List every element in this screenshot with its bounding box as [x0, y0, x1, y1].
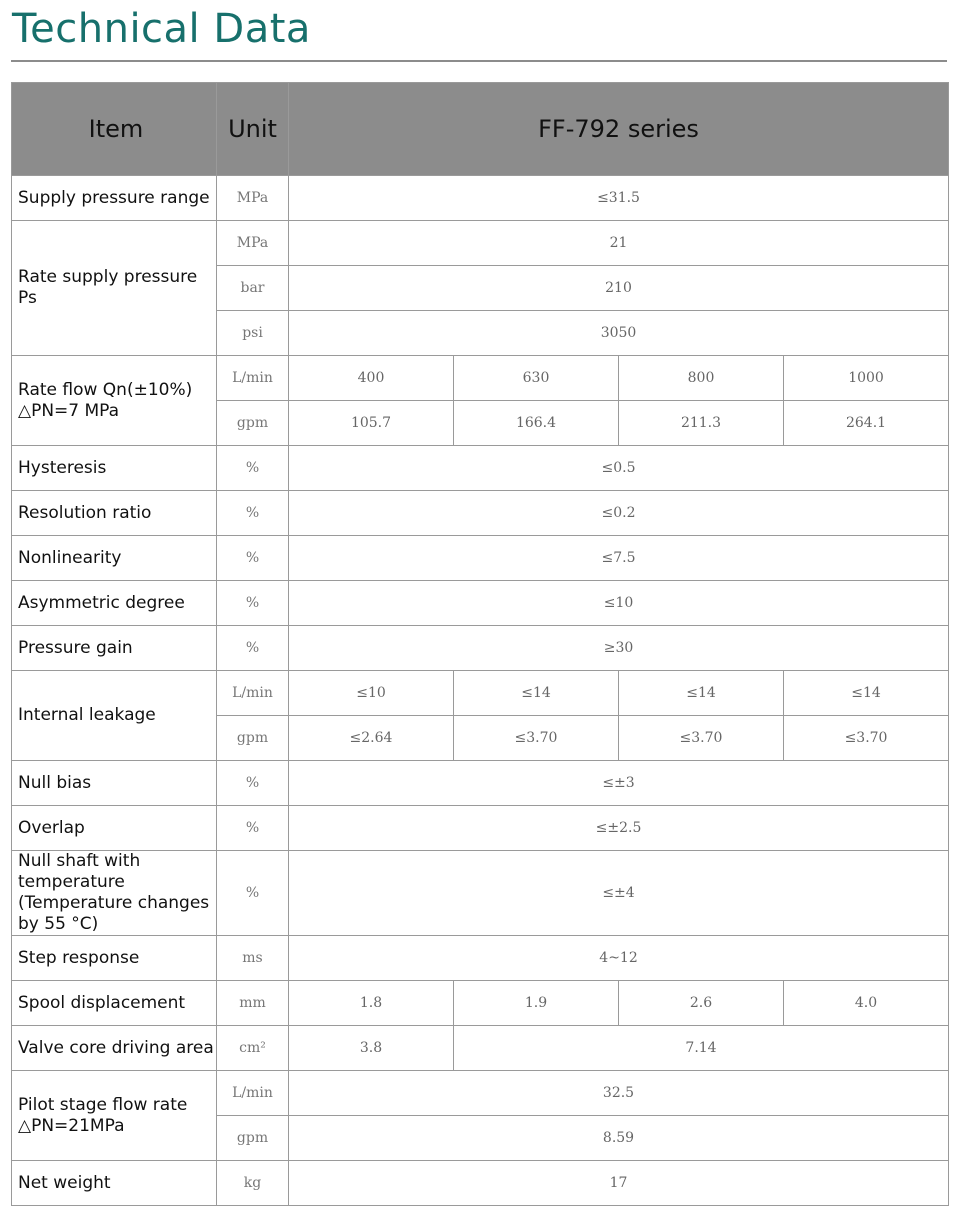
page-title: Technical Data	[12, 6, 311, 52]
row-value: 32.5	[289, 1071, 949, 1116]
row-unit: %	[217, 536, 289, 581]
row-value: 400	[289, 356, 454, 401]
table-row	[12, 221, 949, 266]
row-value: 2.6	[619, 981, 784, 1026]
row-unit: MPa	[217, 221, 289, 266]
row-unit: %	[217, 626, 289, 671]
row-value: ≤0.5	[289, 446, 949, 491]
row-value: ≤3.70	[454, 716, 619, 761]
row-value: ≤7.5	[289, 536, 949, 581]
row-label: Null shaft with temperature (Temperature changes by 55 °C)	[12, 851, 217, 936]
row-label: Pilot stage flow rate △PN=21MPa	[12, 1071, 217, 1161]
row-unit: gpm	[217, 1116, 289, 1161]
row-value: 3050	[289, 311, 949, 356]
row-value: 21	[289, 221, 949, 266]
row-label: Spool displacement	[12, 981, 217, 1026]
row-value: 630	[454, 356, 619, 401]
row-unit: bar	[217, 266, 289, 311]
row-value: 17	[289, 1161, 949, 1206]
row-value: 7.14	[454, 1026, 949, 1071]
header-item: Item	[12, 83, 217, 176]
row-value: 4.0	[784, 981, 949, 1026]
table-row	[12, 981, 949, 1026]
row-value: 8.59	[289, 1116, 949, 1161]
table-row	[12, 671, 949, 716]
row-label: Pressure gain	[12, 626, 217, 671]
row-label: Valve core driving area	[12, 1026, 217, 1071]
row-value: 166.4	[454, 401, 619, 446]
table-row	[12, 1071, 949, 1116]
table-row	[12, 936, 949, 981]
row-value: ≤±4	[289, 851, 949, 936]
table-row	[12, 1026, 949, 1071]
row-value: ≥30	[289, 626, 949, 671]
table-row	[12, 761, 949, 806]
row-label: Net weight	[12, 1161, 217, 1206]
row-value: 1.8	[289, 981, 454, 1026]
row-value: 3.8	[289, 1026, 454, 1071]
table-row	[12, 806, 949, 851]
row-label: Rate flow Qn(±10%) △PN=7 MPa	[12, 356, 217, 446]
row-value: ≤0.2	[289, 491, 949, 536]
row-value: 210	[289, 266, 949, 311]
row-unit: %	[217, 806, 289, 851]
row-unit: %	[217, 446, 289, 491]
row-value: ≤10	[289, 671, 454, 716]
table-row	[12, 356, 949, 401]
table-row	[12, 176, 949, 221]
row-label: Nonlinearity	[12, 536, 217, 581]
row-unit: %	[217, 761, 289, 806]
table-row	[12, 851, 949, 936]
row-unit: psi	[217, 311, 289, 356]
title-divider	[11, 60, 947, 62]
row-value: 105.7	[289, 401, 454, 446]
row-value: 211.3	[619, 401, 784, 446]
row-unit: L/min	[217, 1071, 289, 1116]
row-unit: L/min	[217, 356, 289, 401]
row-unit: %	[217, 491, 289, 536]
row-label: Step response	[12, 936, 217, 981]
table-header-row	[12, 83, 949, 176]
row-unit: gpm	[217, 716, 289, 761]
row-value: 4~12	[289, 936, 949, 981]
row-unit: kg	[217, 1161, 289, 1206]
row-unit: L/min	[217, 671, 289, 716]
row-unit: gpm	[217, 401, 289, 446]
technical-data-table	[11, 82, 949, 1206]
row-label: Rate supply pressure Ps	[12, 221, 217, 356]
row-value: ≤10	[289, 581, 949, 626]
row-value: ≤3.70	[784, 716, 949, 761]
table-row	[12, 626, 949, 671]
row-value: 800	[619, 356, 784, 401]
table-row	[12, 581, 949, 626]
row-label: Hysteresis	[12, 446, 217, 491]
row-unit: ms	[217, 936, 289, 981]
row-value: 264.1	[784, 401, 949, 446]
row-value: 1.9	[454, 981, 619, 1026]
row-value: 1000	[784, 356, 949, 401]
row-value: ≤14	[619, 671, 784, 716]
table-row	[12, 536, 949, 581]
row-label: Overlap	[12, 806, 217, 851]
row-value: ≤14	[454, 671, 619, 716]
table-row	[12, 1161, 949, 1206]
row-label: Resolution ratio	[12, 491, 217, 536]
row-unit: cm²	[217, 1026, 289, 1071]
row-value: ≤3.70	[619, 716, 784, 761]
table-row	[12, 446, 949, 491]
row-label: Supply pressure range	[12, 176, 217, 221]
row-label: Internal leakage	[12, 671, 217, 761]
table-row	[12, 491, 949, 536]
row-value: ≤31.5	[289, 176, 949, 221]
row-value: ≤2.64	[289, 716, 454, 761]
row-label: Null bias	[12, 761, 217, 806]
row-unit: mm	[217, 981, 289, 1026]
row-value: ≤14	[784, 671, 949, 716]
row-value: ≤±3	[289, 761, 949, 806]
row-unit: %	[217, 581, 289, 626]
header-series: FF-792 series	[289, 83, 949, 176]
row-unit: MPa	[217, 176, 289, 221]
row-value: ≤±2.5	[289, 806, 949, 851]
row-unit: %	[217, 851, 289, 936]
header-unit: Unit	[217, 83, 289, 176]
row-label: Asymmetric degree	[12, 581, 217, 626]
